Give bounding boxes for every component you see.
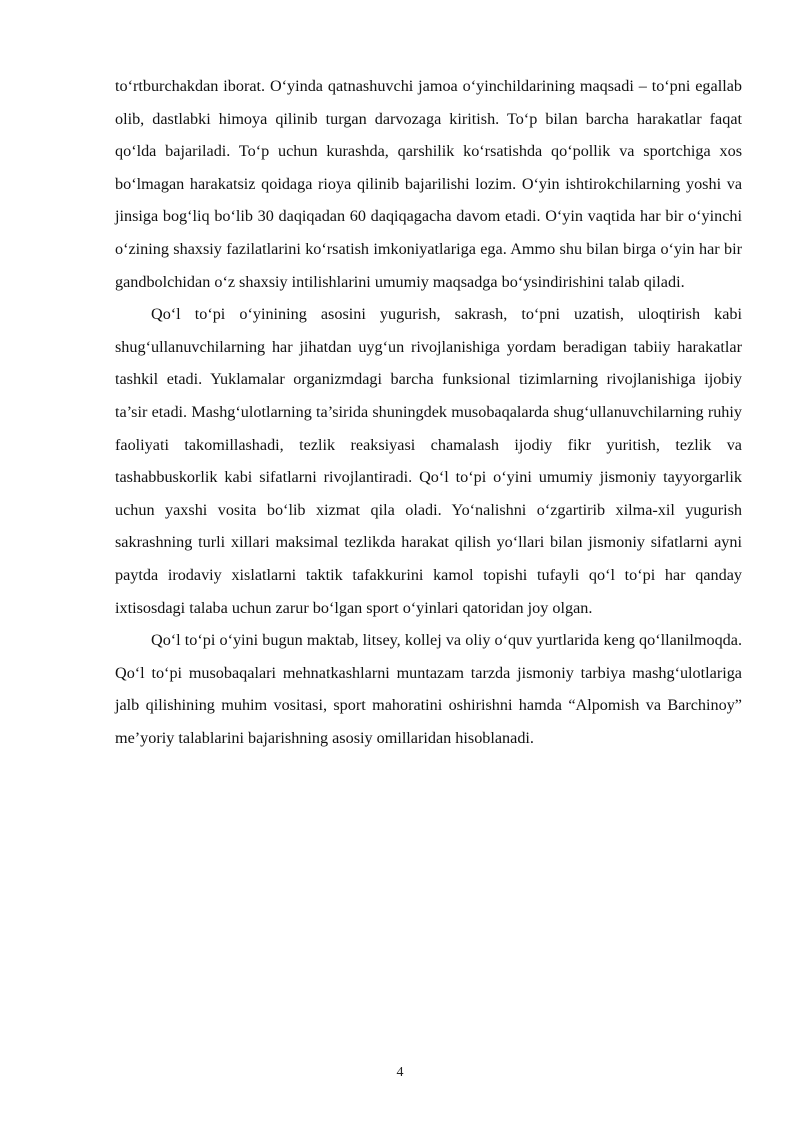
document-body bbox=[115, 70, 742, 754]
page-number: 4 bbox=[396, 1065, 404, 1080]
paragraph-2: Qo‘l to‘pi o‘yinining asosini yugurish, sakrash, to‘pni uzatish, uloqtirish kabi shug‘ullanuvchilarning har jihatdan uyg‘un rivojlanishiga yordam beradigan tabiiy harakatlar tashkil etadi. Yuklamalar organizmdagi barcha funksional tizimlarning rivojlanishiga ijobiy ta’sir etadi. Mashg‘ulotlarning ta’sirida shuningdek musobaqalarda shug‘ullanuvchilarning ruhiy faoliyati takomillashadi, tezlik reaksiyasi chamalash ijodiy fikr yuritish, tezlik va tashabbuskorlik kabi sifatlarni rivojlantiradi. Qo‘l to‘pi o‘yini umumiy jismoniy tayyorgarlik uchun yaxshi vosita bo‘lib xizmat qila oladi. Yo‘nalishni o‘zgartirib xilma-xil yugurish sakrashning turli xillari maksimal tezlikda harakat qilish yo‘llari bilan jismoniy sifatlarni ayni paytda irodaviy xislatlarni taktik tafakkurini kamol topishi tufayli qo‘l to‘pi har qanday ixtisosdagi talaba uchun zarur bo‘lgan sport o‘yinlari qatoridan joy olgan. bbox=[115, 305, 742, 617]
paragraph-1: to‘rtburchakdan iborat. O‘yinda qatnashuvchi jamoa o‘yinchildarining maqsadi – to‘pni egallab olib, dastlabki himoya qilinib turgan darvozaga kiritish. To‘p bilan barcha harakatlar faqat qo‘lda bajariladi. To‘p uchun kurashda, qarshilik ko‘rsatishda qo‘pollik va sportchiga xos bo‘lmagan harakatsiz qoidaga rioya qilinib bajarilishi lozim. O‘yin ishtirokchilarning yoshi va jinsiga bog‘liq bo‘lib 30 daqiqadan 60 daqiqagacha davom etadi. O‘yin vaqtida har bir o‘yinchi o‘zining shaxsiy fazilatlarini ko‘rsatish imkoniyatlariga ega. Ammo shu bilan birga o‘yin har bir gandbolchidan o‘z shaxsiy intilishlarini umumiy maqsadga bo‘ysindirishini talab qiladi. bbox=[115, 77, 742, 291]
paragraph-3: Qo‘l to‘pi o‘yini bugun maktab, litsey, kollej va oliy o‘quv yurtlarida keng qo‘llanilmoqda. Qo‘l to‘pi musobaqalari mehnatkashlarni muntazam tarzda jismoniy tarbiya mashg‘ulotlariga jalb qilishining muhim vositasi, sport mahoratini oshirishni hamda “Alpomish va Barchinoy” me’yoriy talablarini bajarishning asosiy omillaridan hisoblanadi. bbox=[115, 631, 742, 747]
